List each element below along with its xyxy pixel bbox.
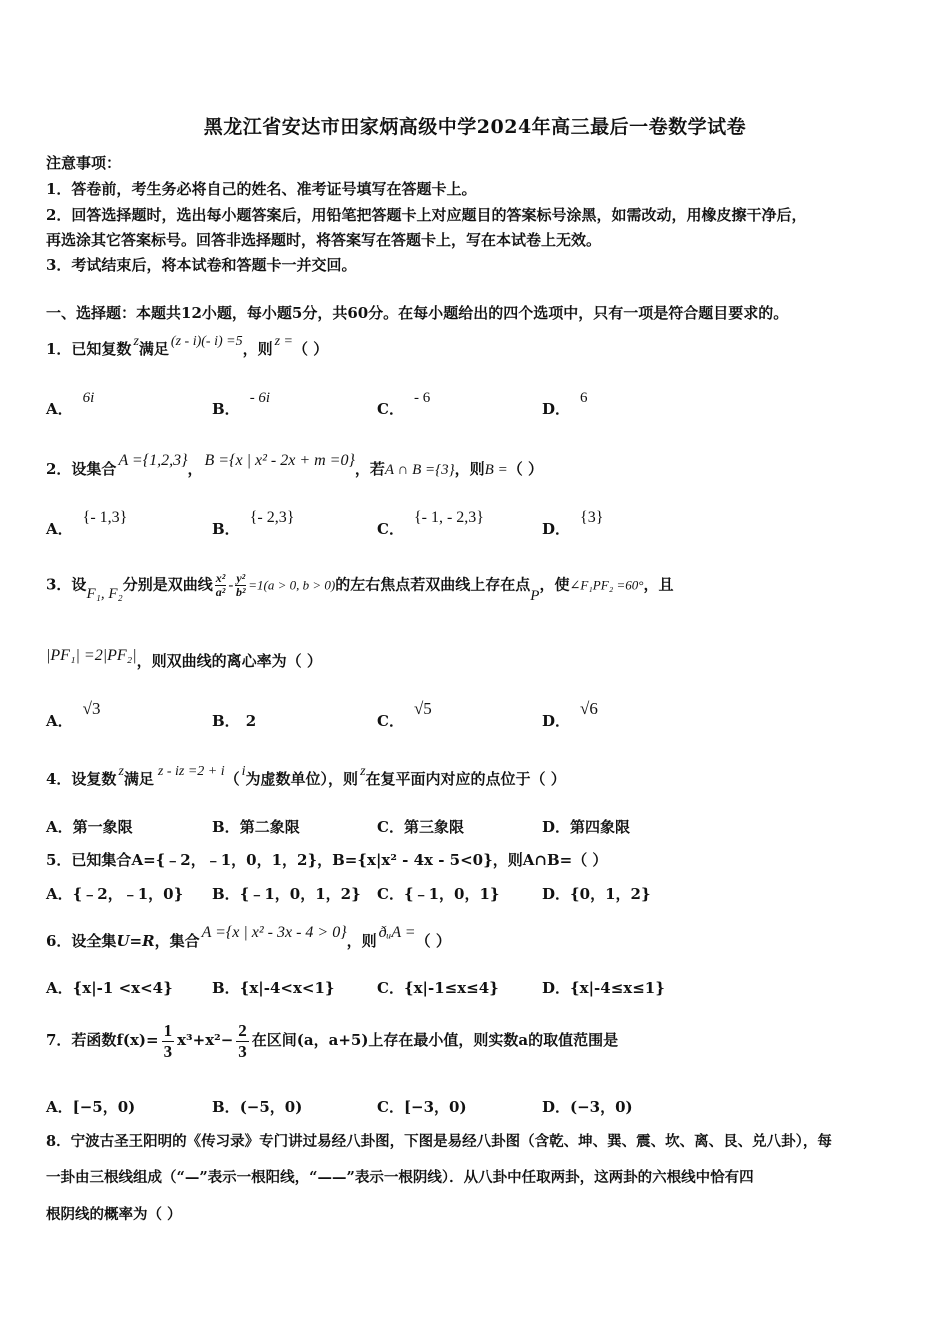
question-8-line: 一卦由三根线组成（“—”表示一根阳线，“——”表示一根阴线）．从八卦中任取两卦，这两卦的六根线中恰有四: [46, 1169, 754, 1186]
q1-text: 满足: [138, 340, 169, 358]
q2-set-a: A ={1,2,3}: [118, 452, 188, 469]
q7-option-d[interactable]: D．(−3，0): [542, 1098, 633, 1116]
q2-set-b: B ={x | x² - 2x + m =0}: [204, 452, 355, 469]
q3-text: 的左右焦点若双曲线上存在点: [335, 575, 531, 594]
q2-option-b[interactable]: B．{- 2,3}: [212, 509, 295, 538]
q4-text: 在复平面内对应的点位于（ ）: [365, 770, 566, 788]
q3-fraction-x: $\frac{\text{x²}}{\text{a²}}$: [215, 571, 226, 599]
q1-text: 1．已知复数: [46, 340, 132, 358]
q2-condition: A ∩ B ={3}: [384, 462, 455, 478]
q3-foci: F₁, F₂: [86, 585, 123, 602]
q7-option-b[interactable]: B．(−5，0): [212, 1098, 303, 1116]
q1-option-d[interactable]: D．6: [542, 390, 588, 418]
q4-text: 满足: [123, 770, 154, 788]
notice-item: 1．答卷前，考生务必将自己的姓名、准考证号填写在答题卡上。: [46, 180, 477, 198]
question-5: 5．已知集合A={﹣2，﹣1，0，1，2}，B={x|x² - 4x - 5<0}，则A∩B=（ ）: [46, 851, 608, 869]
q3-text: ，使: [539, 575, 570, 594]
q3-text: ，则双曲线的离心率为（ ）: [136, 652, 322, 670]
q4-var-i: i: [241, 764, 246, 779]
q7-option-c[interactable]: C．[−3，0): [377, 1098, 467, 1116]
q1-option-a[interactable]: A．6i: [46, 390, 95, 418]
q4-option-a[interactable]: A．第一象限: [46, 818, 133, 836]
page-title: 黑龙江省安达市田家炳高级中学2024年高三最后一卷数学试卷: [203, 116, 747, 138]
q1-text: （ ）: [293, 340, 329, 358]
q1-equation: (z - i)(- i) =5: [170, 334, 243, 349]
q3-minus: -: [228, 577, 234, 594]
q3-text: 分别是双曲线: [122, 575, 213, 594]
q2-text: ，: [187, 460, 203, 478]
question-7: [46, 1018, 910, 1062]
q4-text: 为虚数单位），则: [245, 770, 359, 788]
q2-option-c[interactable]: C．{- 1, - 2,3}: [377, 509, 484, 538]
q3-option-b[interactable]: B． 2: [212, 712, 257, 730]
q4-equation: z - iz =2 + i: [157, 764, 225, 779]
question-4: [46, 764, 910, 789]
q2-text: ，若: [354, 460, 385, 478]
q5-option-c[interactable]: C．{﹣1，0，1}: [377, 885, 500, 903]
q4-option-d[interactable]: D．第四象限: [542, 818, 631, 836]
q3-option-d[interactable]: D．√6: [542, 699, 598, 730]
q4-text: 4．设复数: [46, 770, 117, 788]
q4-var: z: [118, 764, 124, 779]
q1-option-b[interactable]: B．- 6i: [212, 390, 271, 418]
q3-option-c[interactable]: C．√5: [377, 699, 432, 730]
notice-item: 3．考试结束后，将本试卷和答题卡一并交回。: [46, 256, 357, 274]
q7-fraction-1: $\frac{1}{3}$: [163, 1020, 173, 1061]
q4-var: z: [360, 764, 366, 779]
q6-set-a: A ={x | x² - 3x - 4 > 0}: [201, 924, 347, 941]
q5-option-d[interactable]: D．{0，1，2}: [542, 885, 651, 903]
q5-option-b[interactable]: B．{﹣1，0，1，2}: [212, 885, 361, 903]
q6-complement: ðᵤA =: [378, 924, 416, 941]
q5-option-a[interactable]: A．{﹣2，﹣1，0}: [46, 885, 184, 903]
question-6: [46, 924, 910, 951]
notice-heading: 注意事项：: [46, 154, 122, 172]
q7-text: 在区间(a，a+5)上存在最小值，则实数a的取值范围是: [251, 1031, 619, 1049]
q1-option-c[interactable]: C．- 6: [377, 390, 431, 418]
q3-text: ，且: [643, 575, 674, 594]
q3-equation: =1(a > 0, b > 0): [248, 577, 336, 593]
q3-fraction-y: $\frac{\text{y²}}{\text{b²}}$: [235, 571, 246, 599]
q2-text: ，则: [454, 460, 485, 478]
question-1: [46, 334, 910, 359]
q6-option-a[interactable]: A．{x|-1 <x<4}: [46, 979, 173, 997]
q2-option-a[interactable]: A．{- 1,3}: [46, 509, 128, 538]
section-heading: 一、选择题：本题共12小题，每小题5分，共60分。在每小题给出的四个选项中，只有一项是符合题目要求的。: [46, 304, 789, 322]
q6-option-d[interactable]: D．{x|-4≤x≤1}: [542, 979, 665, 997]
q6-option-b[interactable]: B．{x|-4<x<1}: [212, 979, 335, 997]
q1-text: ，则: [242, 340, 273, 358]
q7-function: f(x)=: [116, 1031, 159, 1049]
question-8-line: 根阴线的概率为（ ）: [46, 1206, 182, 1223]
question-2: [46, 452, 910, 479]
q3-text: 3．设: [46, 575, 87, 594]
q3-angle: ∠F₁PF₂ =60°: [569, 577, 644, 593]
notice-item: 再选涂其它答案标号。回答非选择题时，将答案写在答题卡上，写在本试卷上无效。: [46, 231, 602, 249]
q6-text: ，集合: [154, 932, 200, 950]
q7-expr: x³+x²−: [177, 1031, 234, 1049]
q6-universe: U=R: [116, 932, 155, 950]
q1-var: z: [133, 334, 139, 349]
q7-text: 7．若函数: [46, 1031, 117, 1049]
q6-text: ，则: [346, 932, 377, 950]
q2-text: 2．设集合: [46, 460, 117, 478]
question-3: [46, 571, 910, 604]
q2-equation: B =: [484, 462, 508, 478]
question-3-cont: [46, 647, 910, 671]
q6-option-c[interactable]: C．{x|-1≤x≤4}: [377, 979, 499, 997]
q2-text: （ ）: [507, 460, 543, 478]
q7-option-a[interactable]: A．[−5，0): [46, 1098, 136, 1116]
q4-option-b[interactable]: B．第二象限: [212, 818, 300, 836]
q6-text: 6．设全集: [46, 932, 117, 950]
q4-text: （: [224, 770, 240, 788]
q3-option-a[interactable]: A．√3: [46, 699, 101, 730]
notice-item: 2．回答选择题时，选出每小题答案后，用铅笔把答题卡上对应题目的答案标号涂黑，如需改动，用橡皮擦干净后，: [46, 206, 807, 224]
q3-point: P: [530, 587, 540, 604]
q6-text: （ ）: [415, 932, 451, 950]
q4-option-c[interactable]: C．第三象限: [377, 818, 464, 836]
q2-option-d[interactable]: D．{3}: [542, 509, 604, 538]
q1-equation: z =: [274, 334, 293, 349]
question-8-line: 8．宁波古圣王阳明的《传习录》专门讲过易经八卦图，下图是易经八卦图（含乾、坤、巽、震、坎、离、艮、兑八卦），每: [46, 1133, 832, 1150]
q3-condition: |PF₁| =2|PF₂|: [46, 647, 137, 664]
q7-fraction-2: $\frac{2}{3}$: [238, 1020, 247, 1061]
